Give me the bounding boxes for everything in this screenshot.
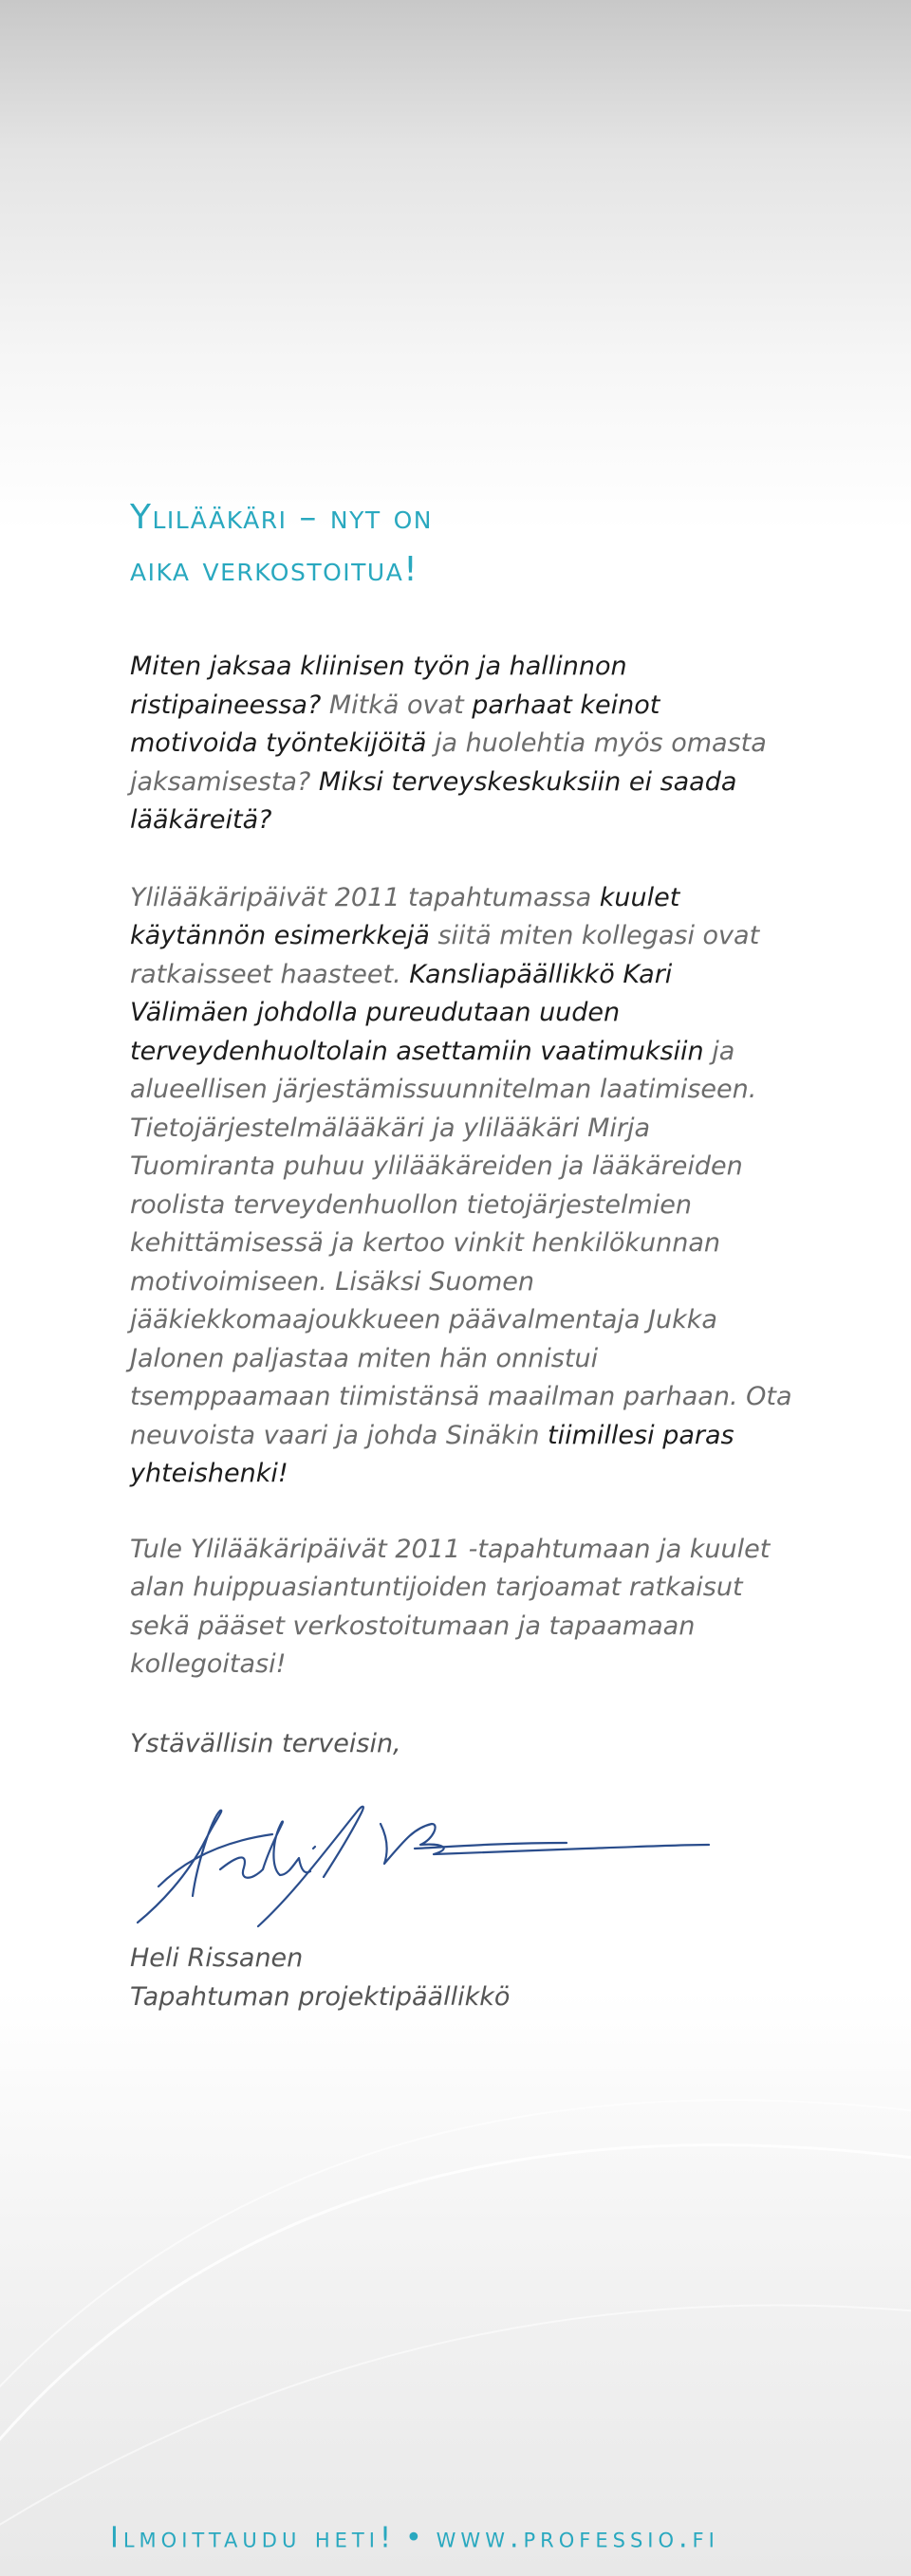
register-link[interactable]: Ilmoittaudu heti! (110, 2521, 396, 2555)
intro-run-1: Mitkä ovat (328, 690, 473, 720)
footer-separator: • (404, 2521, 427, 2555)
intro-run-4: Miksi terveyskeskuksiin ei saada lääkäreitä? (130, 766, 737, 835)
body-run-3: Kansliapäällikkö Kari Välimäen johdolla pureudutaan uuden terveydenhuoltolain asettamiin vaatimuksiin (130, 959, 704, 1066)
page-title (130, 491, 794, 596)
body-run-5: tiimillesi paras yhteishenki! (130, 1420, 734, 1488)
signer-name: Heli Rissanen (130, 1943, 304, 1973)
intro-run-2: parhaat keinot motivoida työntekijöitä (130, 690, 660, 758)
signer-role: Tapahtuman projektipäällikkö (130, 1981, 511, 2012)
invitation-paragraph: Tule Ylilääkäripäivät 2011 -tapahtumaan ja kuulet alan huippuasiantuntijoiden tarjoamat ratkaisut sekä pääset verkostoitumaan ja tapaamaan kollegoitasi! (130, 1534, 771, 1679)
title-line-1: Ylilääkäri – nyt on (130, 498, 433, 537)
letter-content (130, 491, 794, 2016)
body-run-1: kuulet käytännön esimerkkejä (130, 882, 680, 950)
title-line-2: aika verkostoitua! (130, 550, 419, 589)
handwritten-signature (130, 1782, 718, 1934)
intro-run-0: Miten jaksaa kliinisen työn ja hallinnon ristipaineessa? (130, 652, 627, 720)
website-link[interactable]: www.professio.fi (436, 2521, 719, 2555)
greeting: Ystävällisin terveisin, (130, 1728, 401, 1758)
body-run-2: siitä miten kollegasi ovat ratkaisseet haasteet. (130, 921, 760, 989)
intro-run-3: ja huolehtia myös omasta jaksamisesta? (130, 728, 767, 797)
body-run-0: Ylilääkäripäivät 2011 tapahtumassa (130, 882, 600, 912)
footer-cta (110, 2522, 719, 2555)
body-paragraph (130, 879, 794, 1494)
body-run-4: ja alueellisen järjestämissuunnitelman laatimiseen. Tietojärjestelmälääkäri ja ylilääkäri Mirja Tuomiranta puhuu ylilääkäreiden ja lääkäreiden roolista terveydenhuollon tietojärjestelmien kehittämisessä ja kertoo vinkit henkilökunnan motivoimiseen. Lisäksi Suomen jääkiekkomaajoukkueen päävalmentaja Jukka Jalonen paljastaa miten hän onnistui tsemppaamaan tiimistänsä maailman parhaan. Ota neuvoista vaari ja johda Sinäkin (130, 1036, 792, 1450)
intro-paragraph (130, 648, 794, 840)
